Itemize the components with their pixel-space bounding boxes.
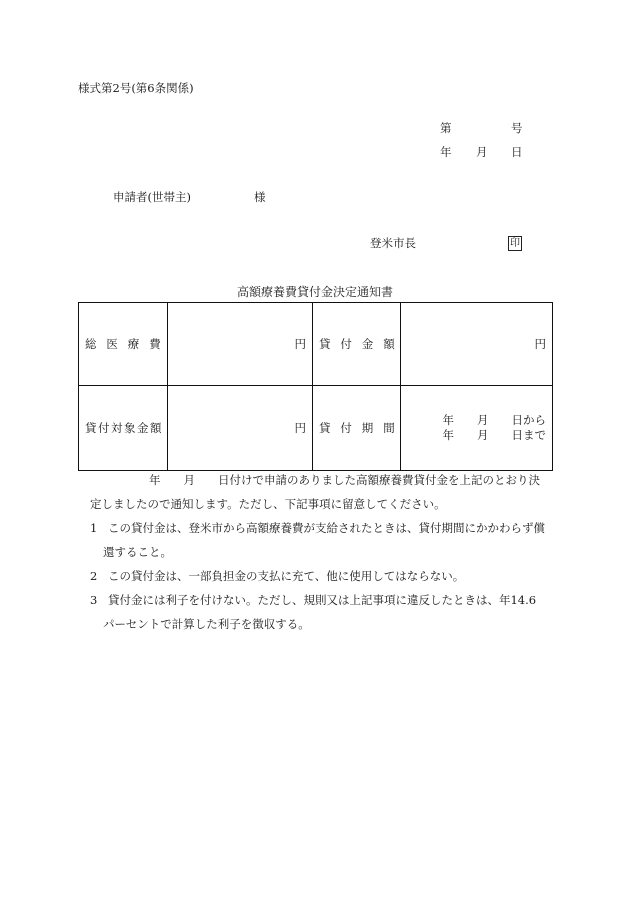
issue-date-year: 年 <box>440 145 452 159</box>
body-intro-line-1: 年 月 日付けで申請のありました高額療養費貸付金を上記のとおり決 <box>149 473 540 487</box>
item-text: 貸付金には利子を付けない。ただし、規則又は上記事項に違反したときは、年14.6 <box>108 593 537 607</box>
total-medical-cost-label: 総 医 療 費 <box>79 303 168 386</box>
eligible-amount-value: 円 <box>168 386 313 471</box>
item-number: 1 <box>90 521 98 535</box>
item-continuation: パーセントで計算した利子を徴収する。 <box>103 617 310 631</box>
eligible-amount-label: 貸付対象金額 <box>79 386 168 471</box>
recipient-honorific: 様 <box>254 190 266 204</box>
form-number: 様式第2号(第6条関係) <box>78 81 194 95</box>
loan-period-end: 年 月 日まで <box>442 428 546 442</box>
issue-date-month: 月 <box>476 145 488 159</box>
loan-details-table <box>78 302 553 471</box>
issue-number-suffix: 号 <box>511 121 523 135</box>
issue-number-prefix: 第 <box>440 121 452 135</box>
seal-mark: 印 <box>510 238 520 249</box>
issue-date-day: 日 <box>511 145 523 159</box>
loan-period-label: 貸 付 期 間 <box>313 386 401 471</box>
item-text: この貸付金は、一部負担金の支払に充て、他に使用してはならない。 <box>108 569 465 583</box>
item-number: 2 <box>90 569 98 583</box>
loan-amount-value: 円 <box>401 303 553 386</box>
table-row <box>79 386 553 471</box>
loan-period-value <box>401 386 553 471</box>
item-text: この貸付金は、登米市から高額療養費が支給されたときは、貸付期間にかかわらず償 <box>108 521 545 535</box>
issuer-name: 登米市長 <box>370 236 416 250</box>
loan-period-start: 年 月 日から <box>442 413 546 427</box>
document-title: 高額療養費貸付金決定通知書 <box>236 285 393 299</box>
item-continuation: 還すること。 <box>103 545 172 559</box>
item-number: 3 <box>90 593 98 607</box>
table-row <box>79 303 553 386</box>
total-medical-cost-value: 円 <box>168 303 313 386</box>
recipient-label: 申請者(世帯主) <box>113 190 191 204</box>
loan-amount-label: 貸 付 金 額 <box>313 303 401 386</box>
body-intro-line-2: 定しましたので通知します。ただし、下記事項に留意してください。 <box>90 497 446 511</box>
